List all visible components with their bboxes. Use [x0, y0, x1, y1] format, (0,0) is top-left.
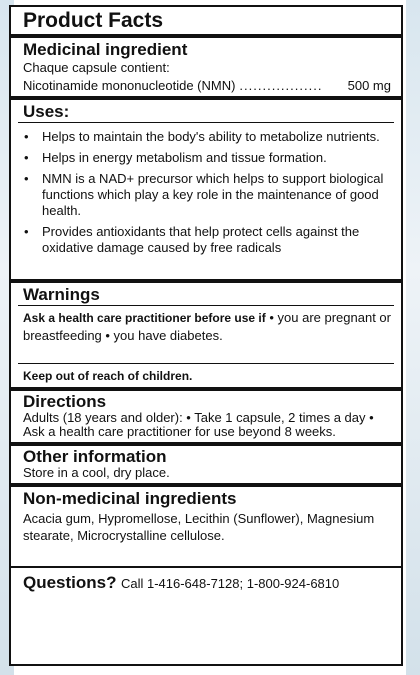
other-section — [11, 446, 401, 483]
uses-item-text: Provides antioxidants that help protect cells against the oxidative damage caused by free radicals — [42, 224, 360, 255]
nonmedicinal-text: Acacia gum, Hypromellose, Lecithin (Sunflower), Magnesium stearate, Microcrystalline cellulose. — [23, 511, 375, 543]
directions-heading: Directions — [23, 392, 107, 411]
product-facts-panel — [9, 5, 403, 666]
warnings-heading: Warnings — [23, 285, 100, 304]
other-text: Store in a cool, dry place. — [23, 465, 170, 480]
questions-heading: Questions? — [23, 573, 117, 592]
keep-out-text: Keep out of reach of children. — [23, 369, 193, 383]
uses-item-text: Helps in energy metabolism and tissue formation. — [42, 150, 327, 165]
uses-item-text: NMN is a NAD+ precursor which helps to support biological functions which play a key role in the maintenance of good health. — [42, 171, 384, 218]
uses-heading-rule — [18, 122, 394, 123]
warnings-section — [11, 283, 401, 387]
warnings-spacer — [11, 345, 401, 363]
uses-list-item — [11, 224, 391, 256]
uses-bullet: • — [24, 171, 29, 186]
uses-spacer — [11, 261, 401, 279]
uses-list-item — [11, 150, 391, 166]
uses-list — [11, 129, 401, 256]
ingredient-row — [23, 77, 391, 94]
questions-text: Call 1-416-648-7128; 1-800-924-6810 — [120, 576, 340, 591]
medicinal-section — [11, 38, 401, 96]
nonmedicinal-heading: Non-medicinal ingredients — [23, 489, 237, 508]
directions-section — [11, 391, 401, 442]
panel-title: Product Facts — [23, 9, 164, 32]
uses-section — [11, 100, 401, 256]
uses-list-item — [11, 129, 391, 145]
warnings-ask-text — [11, 309, 401, 345]
warnings-inner-rule — [18, 363, 394, 364]
medicinal-intro: Chaque capsule contient: — [23, 60, 170, 75]
uses-bullet: • — [24, 150, 29, 165]
ingredient-name: Nicotinamide mononucleotide (NMN) — [23, 78, 236, 93]
questions-section — [11, 568, 401, 593]
ingredient-amount: 500 mg — [347, 78, 391, 93]
uses-list-item — [11, 171, 391, 219]
uses-item-text: Helps to maintain the body's ability to metabolize nutrients. — [42, 129, 380, 144]
directions-text: Adults (18 years and older): • Take 1 capsule, 2 times a day • Ask a health care practitioner for use beyond 8 weeks. — [23, 410, 374, 439]
warnings-ask-bold: Ask a health care practitioner before use if — [23, 311, 266, 325]
warnings-heading-rule — [18, 305, 394, 306]
other-heading: Other information — [23, 447, 167, 466]
ingredient-dots: .................. — [239, 78, 323, 93]
medicinal-heading: Medicinal ingredient — [23, 40, 188, 59]
nonmedicinal-spacer — [11, 544, 401, 566]
uses-heading: Uses: — [23, 102, 70, 121]
warnings-ask-conditions: • you are pregnant or breastfeeding • you have diabetes. — [23, 310, 391, 343]
uses-bullet: • — [24, 224, 29, 239]
background-right-strip — [406, 0, 420, 675]
uses-bullet: • — [24, 129, 29, 144]
nonmedicinal-section — [11, 487, 401, 544]
